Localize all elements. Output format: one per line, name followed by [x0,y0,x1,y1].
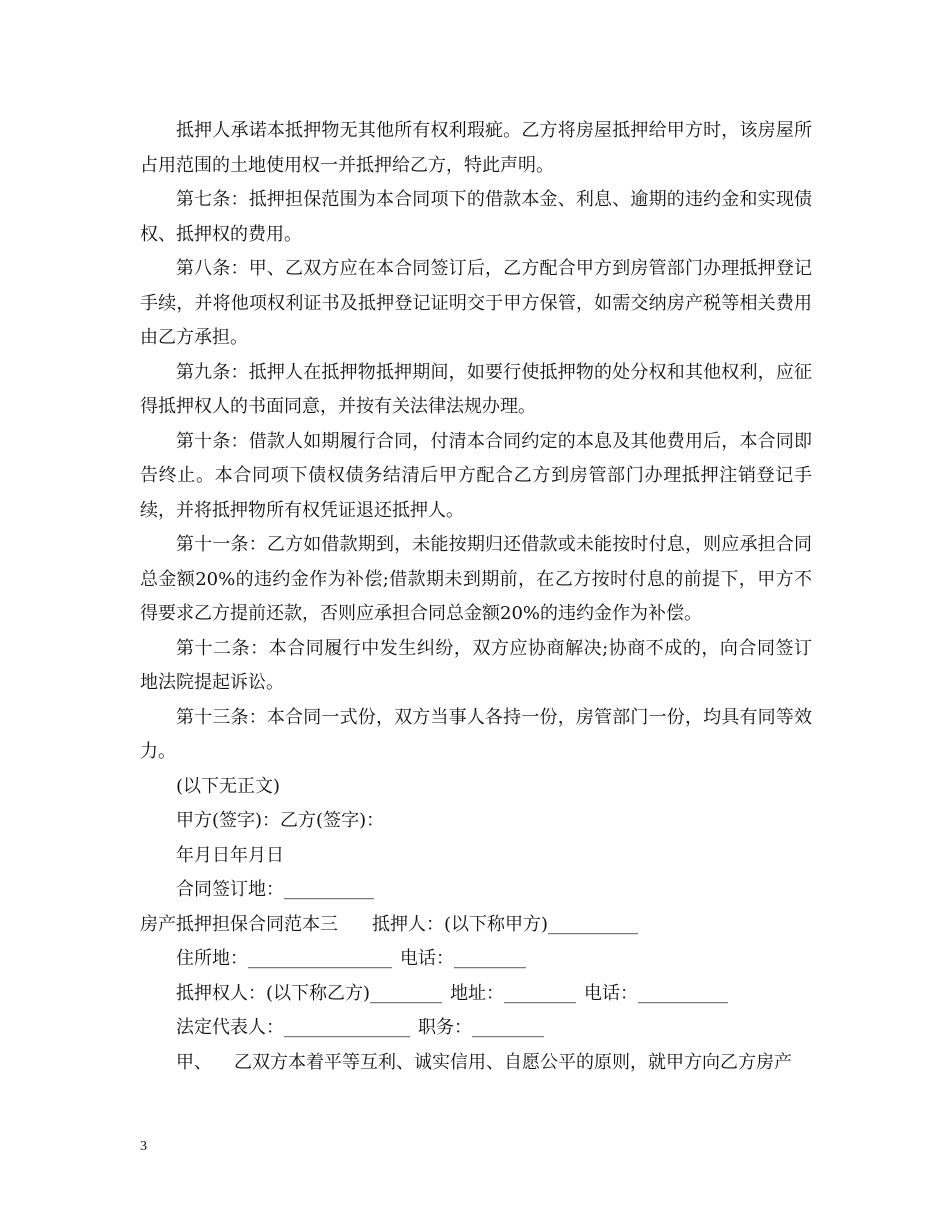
closing-line-text: 乙双方本着平等互利、诚实信用、自愿公平的原则，就甲方向乙方房产 [234,1051,792,1073]
residence-line [140,942,812,977]
paragraph-article-9: 第九条：抵押人在抵押物抵押期间，如要行使抵押物的处分权和其他权利，应征得抵押权人的书面同意，并按有关法律法规办理。 [140,361,812,417]
closing-line-prefix: 甲、 [176,1051,212,1073]
paragraph-article-10: 第十条：借款人如期履行合同，付清本合同约定的本息及其他费用后，本合同即告终止。本合同项下债权债务结清后甲方配合乙方到房管部门办理抵押注销登记手续，并将抵押物所有权凭证退还抵押人。 [140,430,812,521]
signing-place-line: 合同签订地：__________ [176,879,374,900]
page-number: 3 [140,1139,147,1154]
mortgagee-field: 抵押权人：(以下称乙方)________ [176,982,443,1004]
mortgagor-field: 抵押人：(以下称甲方)__________ [372,913,639,935]
closing-line [140,1046,812,1081]
legal-rep-field: 法定代表人：______________ [176,1017,410,1038]
paragraph-mortgagor-warranty: 抵押人承诺本抵押物无其他所有权利瑕疵。乙方将房屋抵押给甲方时，该房屋所占用范围的土地使用权一并抵押给乙方，特此声明。 [140,120,812,176]
paragraph-article-12: 第十二条：本合同履行中发生纠纷，双方应协商解决;协商不成的，向合同签订地法院提起诉讼。 [140,637,812,693]
address-field: 地址：________ [450,982,577,1004]
phone-field-2: 电话：__________ [584,982,729,1004]
document-body [140,114,812,1080]
template-title-line [140,908,812,943]
legal-rep-line [140,1011,812,1046]
paragraph-article-11: 第十一条：乙方如借款期到，未能按期归还借款或未能按时付息，则应承担合同总金额20%的违约金作为补偿;借款期未到期前，在乙方按时付息的前提下，甲方不得要求乙方提前还款，否则应承担合同总金额20%的违约金作为补偿。 [140,534,812,624]
paragraph-article-7: 第七条：抵押担保范围为本合同项下的借款本金、利息、逾期的违约金和实现债权、抵押权的费用。 [140,189,812,245]
paragraph-article-8: 第八条：甲、乙双方应在本合同签订后，乙方配合甲方到房管部门办理抵押登记手续，并将他项权利证书及抵押登记证明交于甲方保管，如需交纳房产税等相关费用由乙方承担。 [140,258,812,348]
no-text-below-line: (以下无正文) [176,775,281,797]
residence-field: 住所地：________________ [176,948,392,969]
template-title: 房产抵押担保合同范本三 [140,913,338,935]
signature-line: 甲方(签字)：乙方(签字)： [176,810,385,831]
mortgagee-line [140,977,812,1012]
paragraph-article-13: 第十三条：本合同一式份，双方当事人各持一份，房管部门一份，均具有同等效力。 [140,706,812,762]
phone-field: 电话：________ [400,948,526,969]
date-line: 年月日年月日 [176,844,284,866]
position-field: 职务：________ [418,1017,544,1038]
